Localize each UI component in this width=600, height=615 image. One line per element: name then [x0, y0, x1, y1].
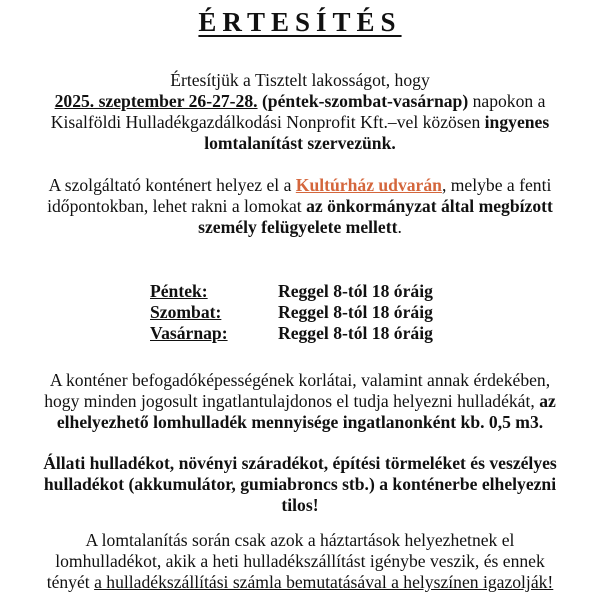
- capacity-line1: A konténer befogadóképességének korlátai, valamint annak érdekében,: [49, 370, 551, 390]
- schedule-row: [150, 302, 470, 323]
- schedule-row: [150, 281, 470, 302]
- paragraph-eligibility: [8, 530, 592, 593]
- schedule-table: [150, 281, 470, 344]
- supervision-text-1: az önkormányzat által megbízott: [306, 196, 553, 216]
- capacity-line2: hogy minden jogosult ingatlantulajdonos el tudja helyezni hulladékát,: [44, 391, 540, 411]
- announcement-intro: Értesítjük a Tisztelt lakosságot, hogy: [170, 70, 430, 90]
- prohibited-line3: tilos!: [281, 495, 319, 515]
- location-intro: A szolgáltató konténert helyez el a: [48, 175, 296, 195]
- schedule-time: Reggel 8-tól 18 óráig: [278, 323, 433, 343]
- eligibility-line3-start: tényét: [46, 572, 95, 592]
- eligibility-proof: a hulladékszállítási számla bemutatásával a helyszínen igazolják!: [94, 572, 554, 592]
- notice-title: ÉRTESÍTÉS: [198, 7, 402, 37]
- supervision-text-2: személy felügyelete mellett: [198, 217, 398, 237]
- location-line2: időpontokban, lehet rakni a lomokat: [47, 196, 307, 216]
- prohibited-line2: hulladékot (akkumulátor, gumiabroncs stb.) a konténerbe elhelyezni: [43, 474, 557, 494]
- capacity-bold-start: az: [539, 391, 556, 411]
- capacity-limit: elhelyezhető lomhulladék mennyisége ingatlanonként kb. 0,5 m3.: [56, 412, 544, 432]
- event-purpose: lomtalanítást szervezünk.: [204, 133, 396, 153]
- event-days: (péntek-szombat-vasárnap): [261, 91, 469, 111]
- schedule-time: Reggel 8-tól 18 óráig: [278, 302, 433, 322]
- schedule-day: Szombat:: [150, 302, 222, 322]
- eligibility-line1: A lomtalanítás során csak azok a háztartások helyezhetnek el: [85, 530, 515, 550]
- location-end: .: [397, 217, 402, 237]
- announcement-tail: napokon a: [468, 91, 546, 111]
- prohibited-line1: Állati hulladékot, növényi száradékot, építési törmeléket és veszélyes: [43, 453, 557, 473]
- paragraph-location: [8, 175, 592, 238]
- schedule-day: Péntek:: [150, 281, 208, 301]
- schedule-row: [150, 323, 470, 344]
- organizer-text: Kisalföldi Hulladékgazdálkodási Nonprofit Kft.–vel közösen: [50, 112, 485, 132]
- paragraph-announcement: [8, 70, 592, 154]
- paragraph-prohibited: [8, 453, 592, 516]
- paragraph-capacity: [8, 370, 592, 433]
- location-place: Kultúrház udvarán: [295, 175, 442, 195]
- schedule-time: Reggel 8-tól 18 óráig: [278, 281, 433, 301]
- eligibility-line2: lomhulladékot, akik a heti hulladékszállítást igénybe veszik, és ennek: [55, 551, 545, 571]
- free-label: ingyenes: [484, 112, 550, 132]
- event-dates: 2025. szeptember 26-27-28.: [54, 91, 258, 111]
- schedule-day: Vasárnap:: [150, 323, 228, 343]
- location-tail: , melybe a fenti: [441, 175, 552, 195]
